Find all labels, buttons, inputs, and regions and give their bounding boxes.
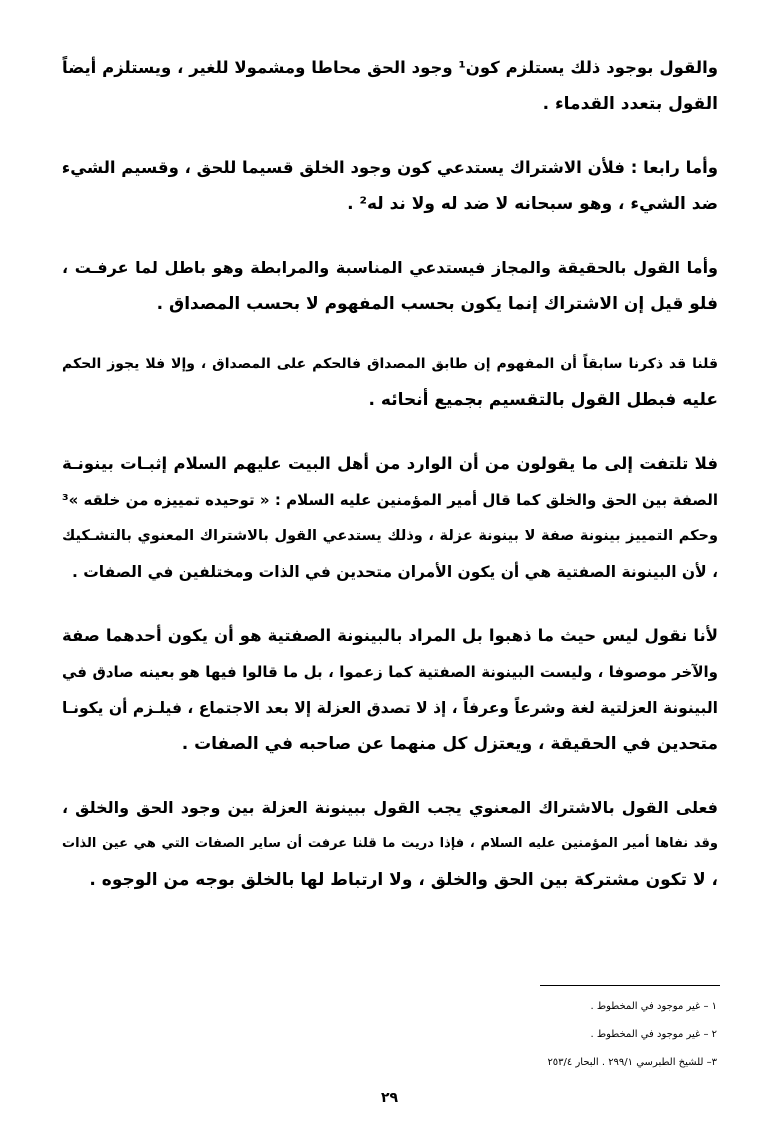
paragraph-6 — [62, 618, 718, 762]
page-number: ٢٩ — [380, 1090, 399, 1106]
paragraph-line: ضد الشيء ، وهو سبحانه لا ضد له ولا ند له² . — [347, 194, 718, 214]
paragraph-line: ، لأن البينونة الصفتية هي أن يكون الأمران متحدين في الذات ومختلفين في الصفات . — [71, 563, 718, 581]
footnote-3: ٣– للشيخ الطبرسي ٢٩٩/١ . البحار ٢٥٣/٤ — [547, 1057, 717, 1068]
paragraph-line: وأما القول بالحقيقة والمجاز فيستدعي المناسبة والمرابطة وهو باطل لما عرفـت ، — [62, 258, 718, 277]
paragraph-line: القول بتعدد القدماء . — [542, 94, 718, 114]
paragraph-line: فعلى القول بالاشتراك المعنوي يجب القول ببينونة العزلة بين وجود الحق والخلق ، — [62, 798, 718, 817]
paragraph-line: والآخر موصوفا ، وليست البينونة الصفتية كما زعموا ، بل ما قالوا فيها هو بعينه صادق في — [62, 663, 718, 681]
paragraph-line: عليه فبطل القول بالتقسيم بجميع أنحائه . — [368, 390, 718, 410]
paragraph-1 — [62, 50, 718, 122]
paragraph-line-with-quote: الصفة بين الحق والخلق كما قال أمير المؤمنين عليه السلام : « توحيده تمييزه من خلقه »³ — [62, 491, 718, 509]
footnote-divider — [540, 985, 720, 986]
paragraph-line: متحدين في الحقيقة ، ويعتزل كل منهما عن صاحبه في الصفات . — [181, 734, 718, 754]
paragraph-2 — [62, 150, 718, 222]
paragraph-line: وحكم التمييز بينونة صفة لا بينونة عزلة ، وذلك يستدعي القول بالاشتراك المعنوي بالتشـكيك — [62, 528, 718, 544]
paragraph-4 — [62, 346, 718, 418]
paragraph-3 — [62, 250, 718, 322]
paragraph-line: قلنا قد ذكرنا سابقاً أن المفهوم إن طابق المصداق فالحكم على المصداق ، وإلا فلا يجوز الحكم — [62, 356, 718, 372]
paragraph-5 — [62, 446, 718, 590]
paragraph-line: ، لا تكون مشتركة بين الحق والخلق ، ولا ارتباط لها بالخلق بوجه من الوجوه . — [89, 870, 718, 890]
paragraph-line: والقول بوجود ذلك يستلزم كون¹ وجود الحق محاطا ومشمولا للغير ، ويستلزم أيضاً — [62, 58, 718, 77]
paragraph-line: لأنا نقول ليس حيث ما ذهبوا بل المراد بالبينونة الصفتية هو أن يكون أحدهما صفة — [62, 626, 718, 645]
paragraph-line: وأما رابعا : فلأن الاشتراك يستدعي كون وجود الخلق قسيما للحق ، وقسيم الشيء — [62, 158, 718, 177]
paragraph-7 — [62, 790, 718, 898]
footnote-2: ٢ – غير موجود في المخطوط . — [590, 1029, 717, 1040]
footnote-1: ١ – غير موجود في المخطوط . — [590, 1001, 717, 1012]
paragraph-line: وقد نفاها أمير المؤمنين عليه السلام ، فإذا دريت ما قلنا عرفت أن ساير الصفات التي هي عين الذات — [62, 836, 718, 851]
paragraph-line: فلو قيل إن الاشتراك إنما يكون بحسب المفهوم لا بحسب المصداق . — [156, 294, 718, 314]
paragraph-line: البينونة العزلتية لغة وشرعاً وعرفاً ، إذ لا تصدق العزلة إلا بعد الاجتماع ، فيلـزم أن يكونـا — [62, 699, 718, 717]
footnotes — [417, 993, 717, 1077]
paragraph-line: فلا تلتفت إلى ما يقولون من أن الوارد من أهل البيت عليهم السلام إثبـات بينونـة — [62, 454, 718, 473]
